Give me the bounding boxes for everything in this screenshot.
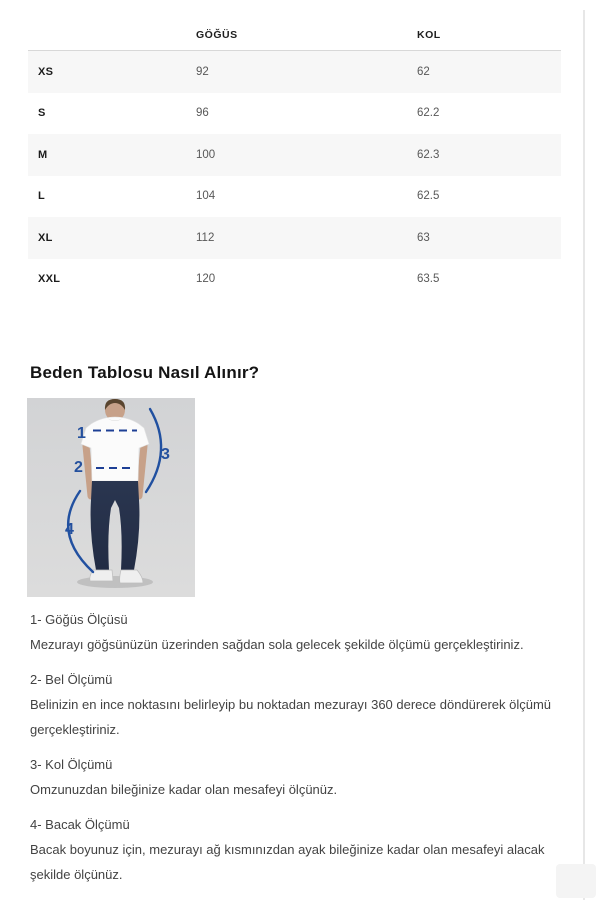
size-label: M [38, 148, 48, 161]
sleeve-value: 63.5 [417, 273, 440, 286]
marker-3-label: 3 [161, 446, 170, 463]
step-chest [30, 607, 555, 657]
size-label: XL [38, 231, 53, 244]
size-label: L [38, 190, 46, 203]
sleeve-value: 62 [417, 65, 430, 78]
sleeve-value: 63 [417, 231, 430, 244]
step-description: Bacak boyunuz için, mezurayı ağ kısmınızdan ayak bileğinize kadar olan mesafeyi alacak şekilde ölçünüz. [30, 842, 545, 882]
marker-1-label: 1 [77, 425, 86, 442]
chest-value: 100 [196, 148, 216, 161]
scroll-top-button[interactable] [556, 864, 596, 898]
size-label: XXL [38, 273, 61, 286]
step-title: 4- Bacak Ölçümü [30, 817, 130, 832]
chest-column-header: GÖĞÜS [196, 29, 238, 41]
step-description: Omzunuzdan bileğinize kadar olan mesafeyi ölçünüz. [30, 782, 338, 797]
chest-value: 96 [196, 107, 209, 120]
step-arm [30, 752, 555, 802]
step-waist [30, 667, 555, 742]
measurement-instructions [30, 607, 555, 897]
size-table-header-row [28, 20, 561, 51]
table-row [28, 51, 561, 93]
table-row [28, 176, 561, 218]
step-leg [30, 812, 555, 887]
table-row [28, 134, 561, 176]
chest-value: 112 [196, 231, 215, 244]
sleeve-value: 62.2 [417, 107, 440, 120]
sleeve-column-header: KOL [417, 29, 441, 41]
table-row [28, 259, 561, 301]
measurement-figure [27, 398, 195, 597]
scrollbar[interactable] [583, 10, 585, 900]
table-row [28, 93, 561, 135]
size-table [28, 20, 561, 300]
chest-value: 92 [196, 65, 209, 78]
marker-4-label: 4 [65, 521, 74, 538]
sleeve-value: 62.5 [417, 190, 440, 203]
size-label: S [38, 107, 46, 120]
page-title: Beden Tablosu Nasıl Alınır? [30, 363, 260, 382]
step-title: 2- Bel Ölçümü [30, 672, 113, 687]
chest-value: 104 [196, 190, 216, 203]
size-label: XS [38, 65, 54, 78]
marker-2-label: 2 [74, 459, 83, 476]
step-title: 3- Kol Ölçümü [30, 757, 113, 772]
table-row [28, 217, 561, 259]
sleeve-value: 62.3 [417, 148, 440, 161]
step-title: 1- Göğüs Ölçüsü [30, 612, 128, 627]
step-description: Mezurayı göğsünüzün üzerinden sağdan sola gelecek şekilde ölçümü gerçekleştiriniz. [30, 637, 524, 652]
chest-value: 120 [196, 273, 216, 286]
step-description: Belinizin en ince noktasını belirleyip bu noktadan mezurayı 360 derece döndürerek ölçümü gerçekleştiriniz. [30, 697, 552, 737]
